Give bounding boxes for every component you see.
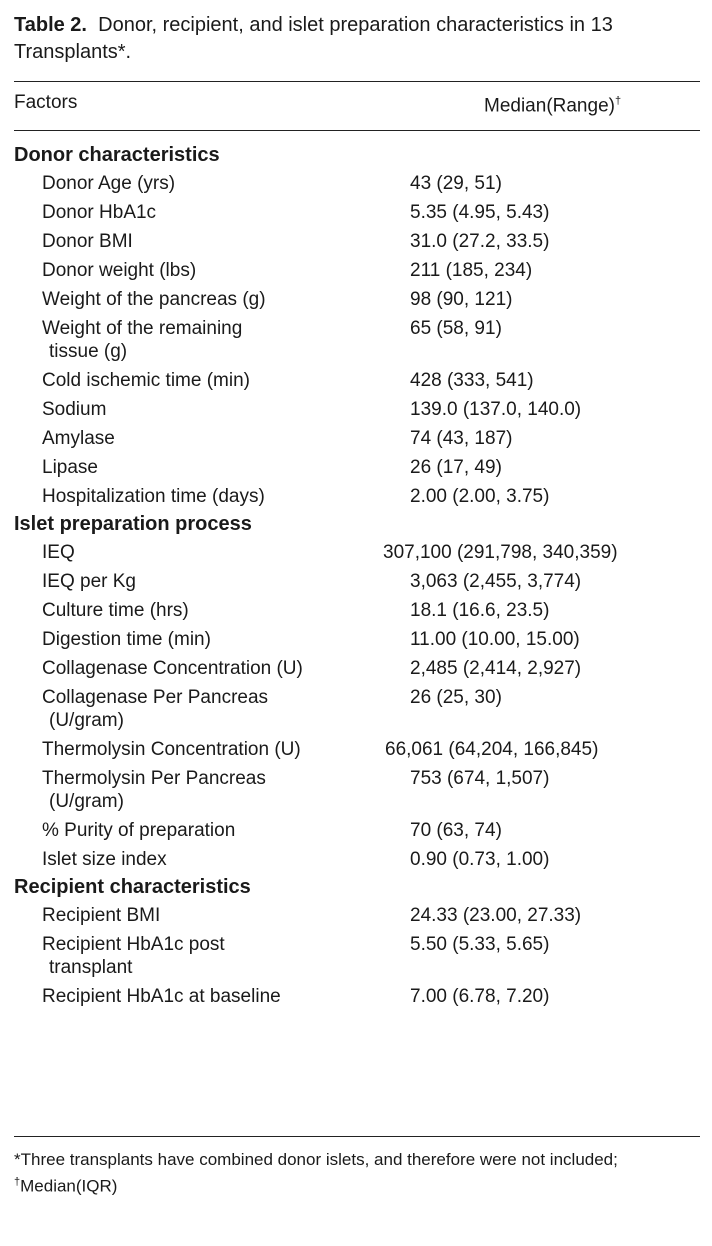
value-cell: 7.00 (6.78, 7.20) — [410, 986, 550, 1007]
table-row — [14, 982, 700, 1011]
factor-cell — [14, 848, 372, 871]
factor-label: IEQ per Kg — [42, 571, 136, 592]
factor-cell — [14, 985, 372, 1008]
factor-cell — [14, 904, 372, 927]
factor-label-cont: (U/gram) — [49, 791, 124, 812]
factor-label: Recipient HbA1c at baseline — [42, 986, 281, 1007]
table-row — [14, 683, 700, 735]
factor-cell — [14, 288, 372, 311]
factor-label: Recipient BMI — [42, 905, 161, 926]
value-cell: 753 (674, 1,507) — [410, 768, 550, 789]
header-factors: Factors — [14, 92, 78, 113]
factor-label: Weight of the remaining — [42, 318, 243, 339]
table-row — [14, 845, 700, 874]
factor-label: Sodium — [42, 399, 107, 420]
table-row — [14, 169, 700, 198]
header-rule — [14, 130, 700, 131]
table-row — [14, 930, 700, 982]
table-label: Table 2. — [14, 14, 87, 36]
table-row — [14, 596, 700, 625]
section-heading: Recipient characteristics — [14, 876, 251, 898]
value-cell: 26 (25, 30) — [410, 687, 502, 708]
table-row — [14, 256, 700, 285]
factor-cell — [14, 369, 372, 392]
factor-cell — [14, 541, 372, 564]
factor-label: IEQ — [42, 542, 75, 563]
value-cell: 26 (17, 49) — [410, 457, 502, 478]
value-cell: 211 (185, 234) — [410, 260, 533, 281]
value-cell: 2.00 (2.00, 3.75) — [410, 486, 550, 507]
factor-label: Recipient HbA1c post — [42, 934, 225, 955]
value-cell: 428 (333, 541) — [410, 370, 534, 391]
value-cell: 18.1 (16.6, 23.5) — [410, 600, 550, 621]
factor-cell — [14, 933, 372, 979]
table-title: Donor, recipient, and islet preparation characteristics in 13 Transplants*. — [14, 14, 613, 63]
value-cell: 65 (58, 91) — [410, 318, 502, 339]
top-rule — [14, 81, 700, 82]
table-header — [14, 92, 700, 117]
factor-label: Donor BMI — [42, 231, 133, 252]
factor-cell — [14, 657, 372, 680]
factor-label: Lipase — [42, 457, 98, 478]
value-cell: 5.35 (4.95, 5.43) — [410, 202, 550, 223]
table-row — [14, 285, 700, 314]
value-cell: 3,063 (2,455, 3,774) — [410, 571, 582, 592]
section-heading: Islet preparation process — [14, 513, 252, 535]
factor-cell — [14, 628, 372, 651]
factor-label: Thermolysin Concentration (U) — [42, 739, 301, 760]
table-row — [14, 735, 700, 764]
factor-label: Culture time (hrs) — [42, 600, 189, 621]
factor-cell — [14, 172, 372, 195]
factor-label-cont: transplant — [49, 957, 133, 978]
value-cell: 139.0 (137.0, 140.0) — [410, 399, 582, 420]
value-cell: 31.0 (27.2, 33.5) — [410, 231, 550, 252]
table-row — [14, 567, 700, 596]
value-cell: 70 (63, 74) — [410, 820, 502, 841]
value-cell: 11.00 (10.00, 15.00) — [410, 629, 580, 650]
value-cell: 66,061 (64,204, 166,845) — [385, 739, 599, 760]
table-row — [14, 453, 700, 482]
table-row — [14, 654, 700, 683]
factor-cell — [14, 767, 372, 813]
value-cell: 98 (90, 121) — [410, 289, 513, 310]
factor-label-cont: tissue (g) — [49, 341, 128, 362]
footnote-dagger: †Median(IQR) — [14, 1176, 118, 1196]
factor-label: Thermolysin Per Pancreas — [42, 768, 266, 789]
table-row — [14, 764, 700, 816]
factor-cell — [14, 485, 372, 508]
bottom-rule — [14, 1136, 700, 1137]
factor-cell — [14, 317, 372, 363]
value-cell: 2,485 (2,414, 2,927) — [410, 658, 582, 679]
footnotes — [14, 1148, 700, 1198]
factor-cell — [14, 201, 372, 224]
factor-label: Islet size index — [42, 849, 167, 870]
table-row — [14, 625, 700, 654]
value-cell: 24.33 (23.00, 27.33) — [410, 905, 582, 926]
value-cell: 74 (43, 187) — [410, 428, 513, 449]
value-cell: 307,100 (291,798, 340,359) — [383, 542, 618, 563]
table-body — [14, 142, 700, 1011]
footnote-star: *Three transplants have combined donor islets, and therefore were not included; — [14, 1150, 618, 1169]
factor-cell — [14, 427, 372, 450]
section-heading: Donor characteristics — [14, 144, 220, 166]
table-row — [14, 538, 700, 567]
factor-cell — [14, 230, 372, 253]
factor-label: Digestion time (min) — [42, 629, 211, 650]
table-caption — [14, 12, 694, 66]
factor-label-cont: (U/gram) — [49, 710, 124, 731]
factor-cell — [14, 570, 372, 593]
factor-label: Weight of the pancreas (g) — [42, 289, 266, 310]
table-row — [14, 366, 700, 395]
factor-label: Hospitalization time (days) — [42, 486, 265, 507]
factor-label: Donor weight (lbs) — [42, 260, 197, 281]
header-median: Median(Range)† — [484, 95, 622, 117]
factor-label: Donor HbA1c — [42, 202, 157, 223]
factor-cell — [14, 398, 372, 421]
table-row — [14, 482, 700, 511]
factor-label: Donor Age (yrs) — [42, 173, 176, 194]
factor-cell — [14, 456, 372, 479]
factor-cell — [14, 686, 372, 732]
factor-cell — [14, 259, 372, 282]
table-row — [14, 198, 700, 227]
factor-label: Amylase — [42, 428, 115, 449]
factor-label: Collagenase Concentration (U) — [42, 658, 303, 679]
factor-cell — [14, 599, 372, 622]
value-cell: 0.90 (0.73, 1.00) — [410, 849, 550, 870]
table-row — [14, 424, 700, 453]
factor-cell — [14, 738, 372, 761]
table-row — [14, 901, 700, 930]
table-row — [14, 816, 700, 845]
factor-label: Cold ischemic time (min) — [42, 370, 250, 391]
table-row — [14, 395, 700, 424]
factor-label: Collagenase Per Pancreas — [42, 687, 269, 708]
table-row — [14, 314, 700, 366]
value-cell: 5.50 (5.33, 5.65) — [410, 934, 550, 955]
table-row — [14, 227, 700, 256]
factor-label: % Purity of preparation — [42, 820, 236, 841]
value-cell: 43 (29, 51) — [410, 173, 502, 194]
factor-cell — [14, 819, 372, 842]
